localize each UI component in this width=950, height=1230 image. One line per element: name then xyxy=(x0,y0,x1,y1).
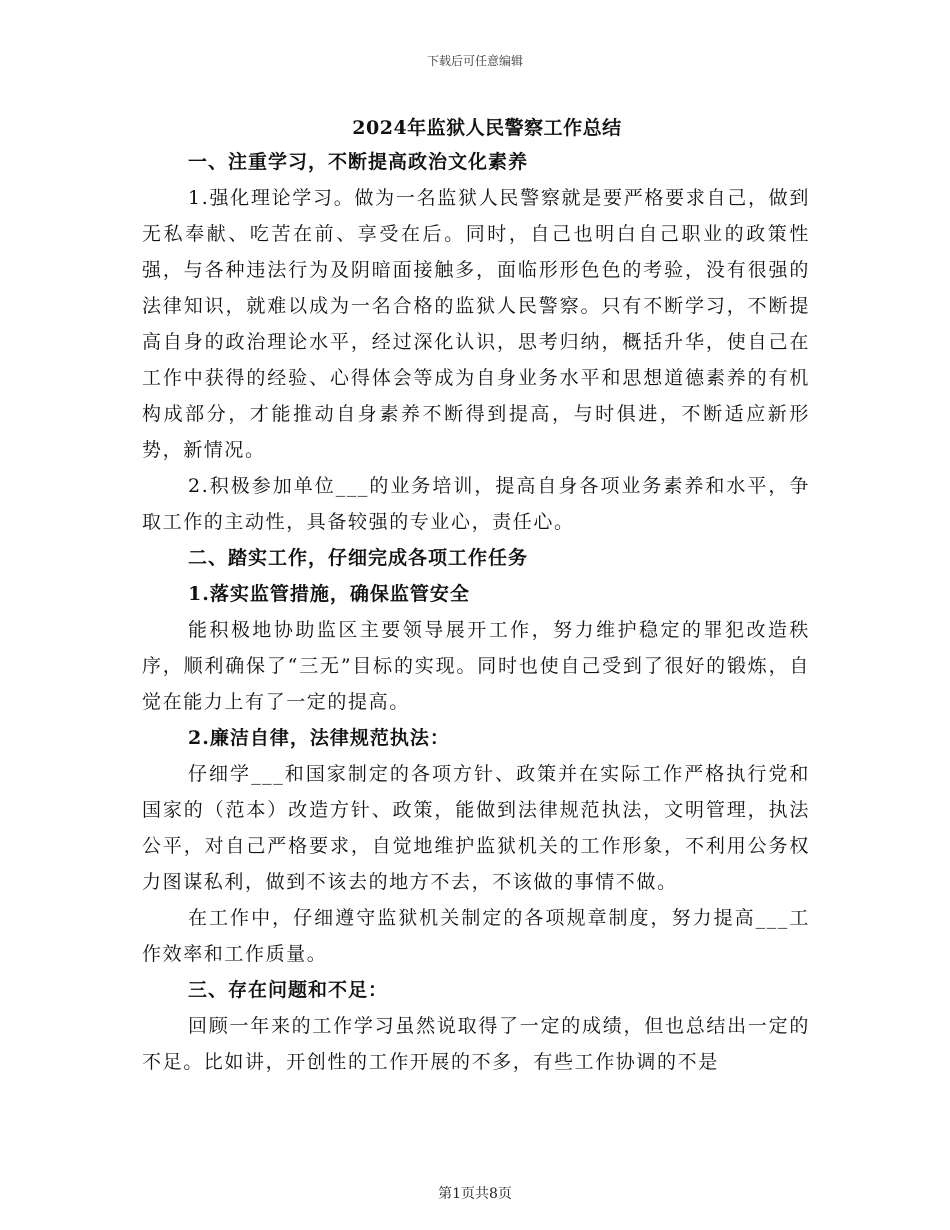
paragraph-training: 2.积极参加单位___的业务培训，提高自身各项业务素养和水平，争取工作的主动性，具备较强的专业心，责任心。 xyxy=(142,475,810,533)
section-heading-2: 二、踏实工作，仔细完成各项工作任务 xyxy=(188,547,529,569)
page-header: 下载后可任意编辑 xyxy=(426,54,523,68)
paragraph-integrity: 仔细学___和国家制定的各项方针、政策并在实际工作严格执行党和国家的（范本）改造方针、政策，能做到法律规范执法，文明管理，执法公平，对自己严格要求，自觉地维护监狱机关的工作形象，不利用公务权力图谋私利，做到不该去的地方不去，不该做的事情不做。 xyxy=(142,763,810,893)
document-title: 2024年监狱人民警察工作总结 xyxy=(352,117,622,139)
subheading-integrity: 2.廉洁自律，法律规范执法： xyxy=(188,727,450,749)
subheading-supervision: 1.落实监管措施，确保监管安全 xyxy=(188,583,470,605)
paragraph-regulations: 在工作中，仔细遵守监狱机关制定的各项规章制度，努力提高___工作效率和工作质量。 xyxy=(142,907,810,965)
page-footer: 第1页共8页 xyxy=(438,1186,512,1202)
section-heading-3: 三、存在问题和不足： xyxy=(188,979,389,1001)
paragraph-theory-study: 1.强化理论学习。做为一名监狱人民警察就是要严格要求自己，做到无私奉献、吃苦在前、享受在后。同时，自己也明白自己职业的政策性强，与各种违法行为及阴暗面接触多，面临形形色色的考验，没有很强的法律知识，就难以成为一名合格的监狱人民警察。只有不断学习，不断提高自身的政治理论水平，经过深化认识，思考归纳，概括升华，使自己在工作中获得的经验、心得体会等成为自身业务水平和思想道德素养的有机构成部分，才能推动自身素养不断得到提高，与时俱进，不断适应新形势，新情况。 xyxy=(142,187,810,461)
document-body xyxy=(142,112,810,1080)
paragraph-supervision: 能积极地协助监区主要领导展开工作，努力维护稳定的罪犯改造秩序，顺利确保了“三无”目标的实现。同时也使自己受到了很好的锻炼，自觉在能力上有了一定的提高。 xyxy=(142,619,810,713)
paragraph-shortcomings: 回顾一年来的工作学习虽然说取得了一定的成绩，但也总结出一定的不足。比如讲，开创性的工作开展的不多，有些工作协调的不是 xyxy=(142,1015,810,1073)
section-heading-1: 一、注重学习，不断提高政治文化素养 xyxy=(188,151,529,173)
